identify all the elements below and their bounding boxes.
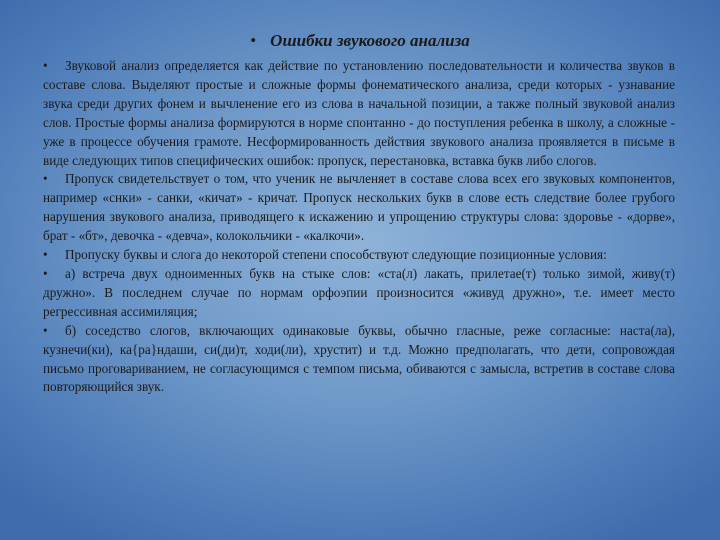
bullet-marker: • (43, 58, 48, 73)
paragraph (43, 265, 675, 322)
paragraph-text: Пропуску буквы и слога до некоторой степени способствуют следующие позиционные условия: (65, 247, 607, 263)
paragraph (43, 57, 675, 170)
slide-body (43, 57, 675, 397)
paragraph (43, 246, 675, 265)
slide-title: Ошибки звукового анализа (270, 31, 470, 50)
paragraph-text: Пропуск свидетельствует о том, что ученик не вычленяет в составе слова всех его звуковых компонентов, например «снки» - санки, «кичат» - кричат. Пропуск нескольких букв в слове есть следствие более грубого нарушения звукового анализа, приводящего к искажению и упрощению структуры слова: здоровье - «дорве», брат - «бт», девочка - «девча», колокольчики - «калкочи». (43, 171, 675, 244)
bullet-marker: • (43, 265, 48, 281)
bullet-marker: • (43, 171, 48, 187)
paragraph-text: б) соседство слогов, включающих одинаковые буквы, обычно гласные, реже согласные: наста(ла), кузнечи(ки), ка{ра}ндаши, си(ди)т, ходи(ли), хрустит) и т.д. Можно предполагать, что дети, сопровождая письмо проговариванием, не согласующимся с темпом письма, обиваются с замысла, встретив в составе слова повторяющийся звук. (43, 322, 675, 395)
bullet-marker: • (43, 322, 48, 338)
paragraph-text: Звуковой анализ определяется как действие по установлению последовательности и количества звуков в составе слова. Выделяют простые и сложные формы фонематического анализа, среди которых - узнавание звука среди других фонем и вычленение его из слова в начальной позиции, а также полный звуковой анализ слов. Простые формы анализа формируются в норме спонтанно - до поступления ребенка в школу, а сложные - уже в процессе обучения грамоте. Несформированность действия звукового анализа проявляется в письме в виде следующих типов специфических ошибок: пропуск, перестановка, вставка букв либо слогов. (43, 58, 675, 168)
paragraph (43, 322, 675, 398)
paragraph (43, 170, 675, 246)
title-bullet: • (250, 31, 257, 50)
slide-title-row (0, 30, 720, 52)
bullet-marker: • (43, 247, 48, 263)
paragraph-text: а) встреча двух одноименных букв на стыке слов: «ста(л) лакать, прилетае(т) только зимой, живу(т) дружно». В последнем случае по нормам орфоэпии произносится «живуд дружно», т.е. имеет место регрессивная ассимиляция; (43, 265, 675, 319)
